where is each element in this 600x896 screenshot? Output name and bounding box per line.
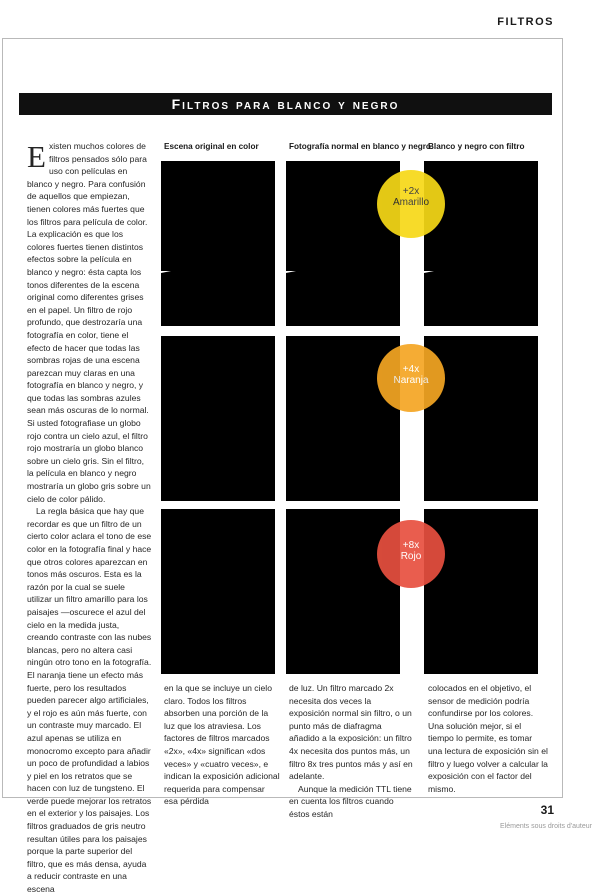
body-column-1: [27, 140, 152, 896]
body-paragraph-col3b: Aunque la medición TTL tiene en cuenta los filtros cuando éstos están: [289, 783, 412, 819]
filter-badge-orange: [377, 344, 445, 412]
body-paragraph-2: La regla básica que hay que recordar es que un filtro de un cierto color aclara el tono de ese color en la fotografía final y hace que otros colores aparezcan en tonos más oscuros. Esta es la razón por la cual se suele utilizar un filtro amarillo para los paisajes —oscurece el azul del cielo en la medida justa, creando contraste con las nubes blancas, pero no altera casi ningún otro tono en la fotografía. El naranja tiene un efecto más fuerte, pero los resultados pueden parecer algo artificiales, y el rojo es aún más fuerte, con un contraste muy marcado. El azul apenas se utiliza en monocromo excepto para añadir un poco de profundidad a labios y piel en los retratos que se hacen con luz de tungsteno. El verde puede mejorar los retratos en el exterior y los paisajes. Los filtros graduados de gris neutro resultan útiles para los paisajes porque la parte superior del filtro, que es más densa, ayuda a reducir contraste en una escena: [27, 506, 152, 895]
body-paragraph-col3a: de luz. Un filtro marcado 2x necesita dos veces la exposición normal sin filtro, o un punto más de diafragma añadido a la exposición: un filtro 4x necesita dos puntos más, un filtro 8x tres puntos más y así en adelante.: [289, 683, 413, 782]
filter-name: Amarillo: [392, 197, 430, 208]
column-heading-original: Escena original en color: [164, 142, 259, 151]
column-heading-filtered: Blanco y negro con filtro: [428, 142, 525, 151]
page-title: Filtros para blanco y negro: [19, 93, 552, 115]
section-label: FILTROS: [497, 16, 554, 28]
body-paragraph-col2: en la que se incluye un cielo claro. Todos los filtros absorben una porción de la luz que los atraviesa. Los factores de filtros marcados «2x», «4x» significan «dos veces» y «cuatro veces», e indican la exposición adicional requerida para compensar esa pérdida: [164, 683, 280, 807]
photo-building-filtered: [424, 509, 538, 674]
body-paragraph-1: xisten muchos colores de filtros pensados sólo para uso con películas en blanco y negro. Para confusión de aquellos que empiezan, tienen colores más fuertes que los filtros para película de color. La explicación es que los colores fuertes tienen distintos efectos sobre la película en blanco y negro: ésta capta los tonos diferentes de la escena original como diferentes grises en el papel. Un filtro de rojo profundo, que destrozaría una fotografía en color, tiene el efecto de hacer que todas las sombras rojas de una escena parezcan muy claras en una fotografía en blanco y negro, y que todas las sombras azules sean más oscuras de lo normal. Si usted fotografiase un globo rojo contra un cielo azul, el filtro rojo mostraría un globo blanco sobre un cielo gris. Sin el filtro, la película en blanco y negro mostraría un globo gris sobre un cielo de color pálido.: [27, 141, 151, 504]
filter-name: Rojo: [400, 551, 422, 562]
column-heading-normal: Fotografía normal en blanco y negro: [289, 142, 431, 151]
body-paragraph-col4: colocados en el objetivo, el sensor de medición podría confundirse por los colores. Una solución mejor, si el tiempo lo permite, es tomar una lectura de exposición sin el filtro y luego volver a calcular la exposición con el factor del mismo.: [428, 683, 548, 794]
filter-factor: +4x: [402, 364, 420, 375]
watermark: Eléments sous droits d'auteur: [500, 823, 592, 830]
body-column-4: [428, 682, 548, 795]
filter-factor: +8x: [402, 540, 420, 551]
body-column-2: [164, 682, 280, 808]
page-number: 31: [540, 803, 554, 817]
filter-factor: +2x: [402, 186, 420, 197]
body-column-3: [289, 682, 413, 821]
photo-tower-color: [161, 336, 275, 501]
photo-tower-filtered: [424, 336, 538, 501]
photo-building-color: [161, 509, 275, 674]
filter-name: Naranja: [393, 375, 429, 386]
dropcap: E: [27, 139, 46, 174]
filter-badge-red: [377, 520, 445, 588]
photo-landscape-color: [161, 161, 275, 326]
filter-badge-yellow: [377, 170, 445, 238]
